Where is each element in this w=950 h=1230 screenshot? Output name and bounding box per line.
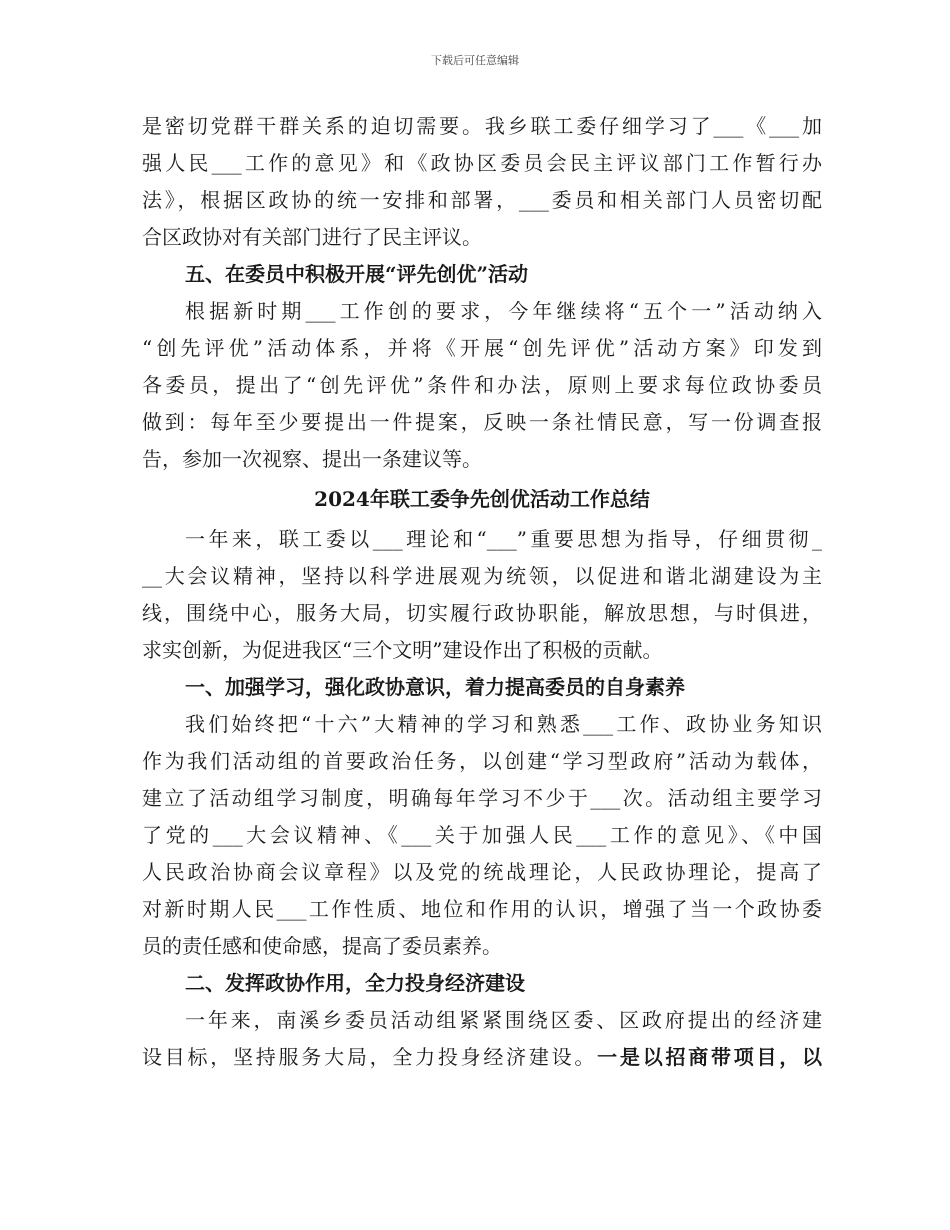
paragraph <box>142 1002 822 1076</box>
text-line: 求实创新，为促进我区“三个文明”建设作出了积极的贡献。 <box>142 638 663 662</box>
page-header: 下载后可任意编辑 <box>431 54 519 67</box>
paragraph <box>142 706 822 965</box>
text-line: 了党的___大会议精神、《___关于加强人民___工作的意见》、《中国 <box>142 823 822 847</box>
text-line: 告，参加一次视察、提出一条建议等。 <box>142 447 482 471</box>
text-line: 合区政协对有关部门进行了民主评议。 <box>142 225 482 249</box>
text-line: __大会议精神，坚持以科学进展观为统领，以促进和谐北湖建设为主 <box>142 564 822 588</box>
document-body <box>142 108 822 1076</box>
text-line: 建立了活动组学习制度，明确每年学习不少于___次。活动组主要学习 <box>142 786 822 810</box>
section-heading: 二、发挥政协作用，全力投身经济建设 <box>185 971 525 995</box>
text-line: 根据新时期___工作创的要求，今年继续将“五个一”活动纳入 <box>185 299 822 323</box>
bold-text-run: 一是以招商带项目，以 <box>597 1045 822 1069</box>
paragraph <box>142 293 822 478</box>
text-line: 对新时期人民___工作性质、地位和作用的认识，增强了当一个政协委 <box>142 897 822 921</box>
text-line: 线，围绕中心，服务大局，切实履行政协职能，解放思想，与时俱进， <box>142 601 822 625</box>
paragraph-prev <box>142 108 822 256</box>
text-line: 员的责任感和使命感，提高了委员素养。 <box>142 934 502 958</box>
section-heading: 五、在委员中积极开展“评先创优”活动 <box>185 262 529 286</box>
text-line <box>142 1039 822 1076</box>
text-line: 做到：每年至少要提出一件提案，反映一条社情民意，写一份调查报 <box>142 410 822 434</box>
text-line: “创先评优”活动体系，并将《开展“创先评优”活动方案》印发到 <box>142 336 822 360</box>
text-line: 作为我们活动组的首要政治任务，以创建“学习型政府”活动为载体， <box>142 749 822 773</box>
text-run: 设目标，坚持服务大局，全力投身经济建设。 <box>142 1045 598 1069</box>
text-line: 人民政治协商会议章程》以及党的统战理论，人民政协理论，提高了 <box>142 860 822 884</box>
text-line: 是密切党群干群关系的迫切需要。我乡联工委仔细学习了___《___加 <box>142 114 822 138</box>
section-heading: 一、加强学习，强化政协意识，着力提高委员的自身素养 <box>185 675 685 699</box>
text-line: 法》，根据区政协的统一安排和部署，___委员和相关部门人员密切配 <box>142 188 822 212</box>
text-line: 我们始终把“十六”大精神的学习和熟悉___工作、政协业务知识 <box>185 712 822 736</box>
text-line: 各委员，提出了“创先评优”条件和办法，原则上要求每位政协委员 <box>142 373 822 397</box>
text-line: 一年来，联工委以___理论和“___”重要思想为指导，仔细贯彻_ <box>185 527 822 551</box>
paragraph-intro <box>142 521 822 669</box>
text-line: 一年来，南溪乡委员活动组紧紧围绕区委、区政府提出的经济建 <box>185 1008 822 1032</box>
text-line: 强人民___工作的意见》和《政协区委员会民主评议部门工作暂行办 <box>142 151 822 175</box>
document-title: 2024年联工委争先创优活动工作总结 <box>314 487 650 511</box>
